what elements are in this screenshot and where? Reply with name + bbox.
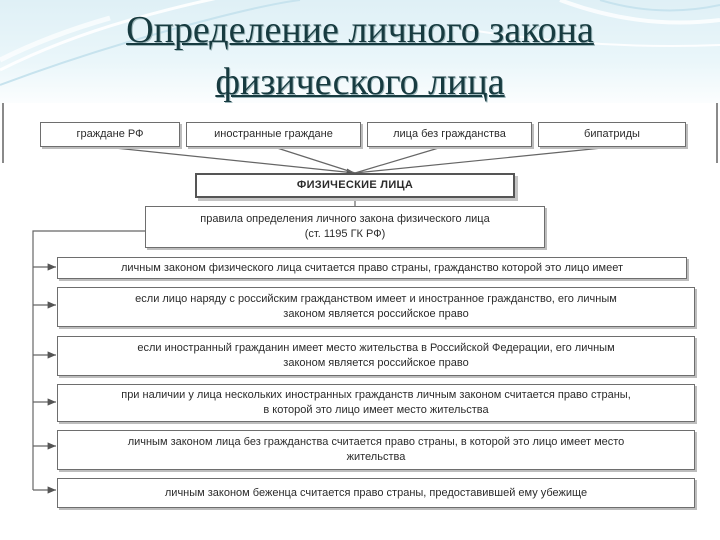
rule-box-1	[57, 257, 687, 279]
rule-box-6	[57, 478, 695, 508]
title-line-1: Определение личного закона	[126, 9, 594, 51]
title-line-2: физического лица	[215, 61, 505, 103]
category-label-bipatrides: бипатриды	[584, 128, 640, 140]
rule-box-5	[57, 430, 695, 470]
category-box-foreigners	[186, 122, 361, 147]
category-label-citizens: граждане РФ	[76, 128, 144, 140]
rule-5-line-2: жительства	[346, 451, 406, 463]
rule-4-line-2: в которой это лицо имеет место жительства	[263, 404, 489, 416]
central-label: ФИЗИЧЕСКИЕ ЛИЦА	[296, 179, 414, 191]
rule-6-line-1: личным законом беженца считается право страны, предоставившей ему убежище	[164, 486, 588, 499]
rule-box-4	[57, 384, 695, 422]
category-box-stateless	[367, 122, 532, 147]
rule-3-line-1: если иностранный гражданин имеет место жительства в Российской Федерации, его личным	[137, 342, 615, 354]
rule-5-line-1: личным законом лица без гражданства считается право страны, в которой это лицо имеет место	[127, 436, 625, 448]
category-label-foreigners: иностранные граждане	[214, 128, 333, 140]
rules-header-line-2: (ст. 1195 ГК РФ)	[304, 228, 386, 240]
rules-header-line-1: правила определения личного закона физического лица	[200, 213, 490, 225]
rule-2-line-1: если лицо наряду с российским гражданством имеет и иностранное гражданство, его личным	[135, 293, 617, 305]
rules-header-box	[145, 206, 545, 248]
rule-4-line-1: при наличии у лица нескольких иностранных гражданств личным законом считается право страны,	[121, 389, 631, 401]
rule-3-line-2: законом является российское право	[283, 357, 469, 369]
rule-1-line-1: личным законом физического лица считается право страны, гражданство которой это лицо имеет	[120, 261, 624, 274]
arrow-citizens	[105, 147, 355, 173]
rule-box-2	[57, 287, 695, 327]
rule-2-line-2: законом является российское право	[283, 308, 469, 320]
category-box-bipatrides	[538, 122, 686, 147]
central-box	[195, 173, 515, 198]
category-label-stateless: лица без гражданства	[393, 128, 506, 140]
rule-box-3	[57, 336, 695, 376]
category-box-citizens	[40, 122, 180, 147]
arrow-bipatrides	[355, 147, 612, 173]
